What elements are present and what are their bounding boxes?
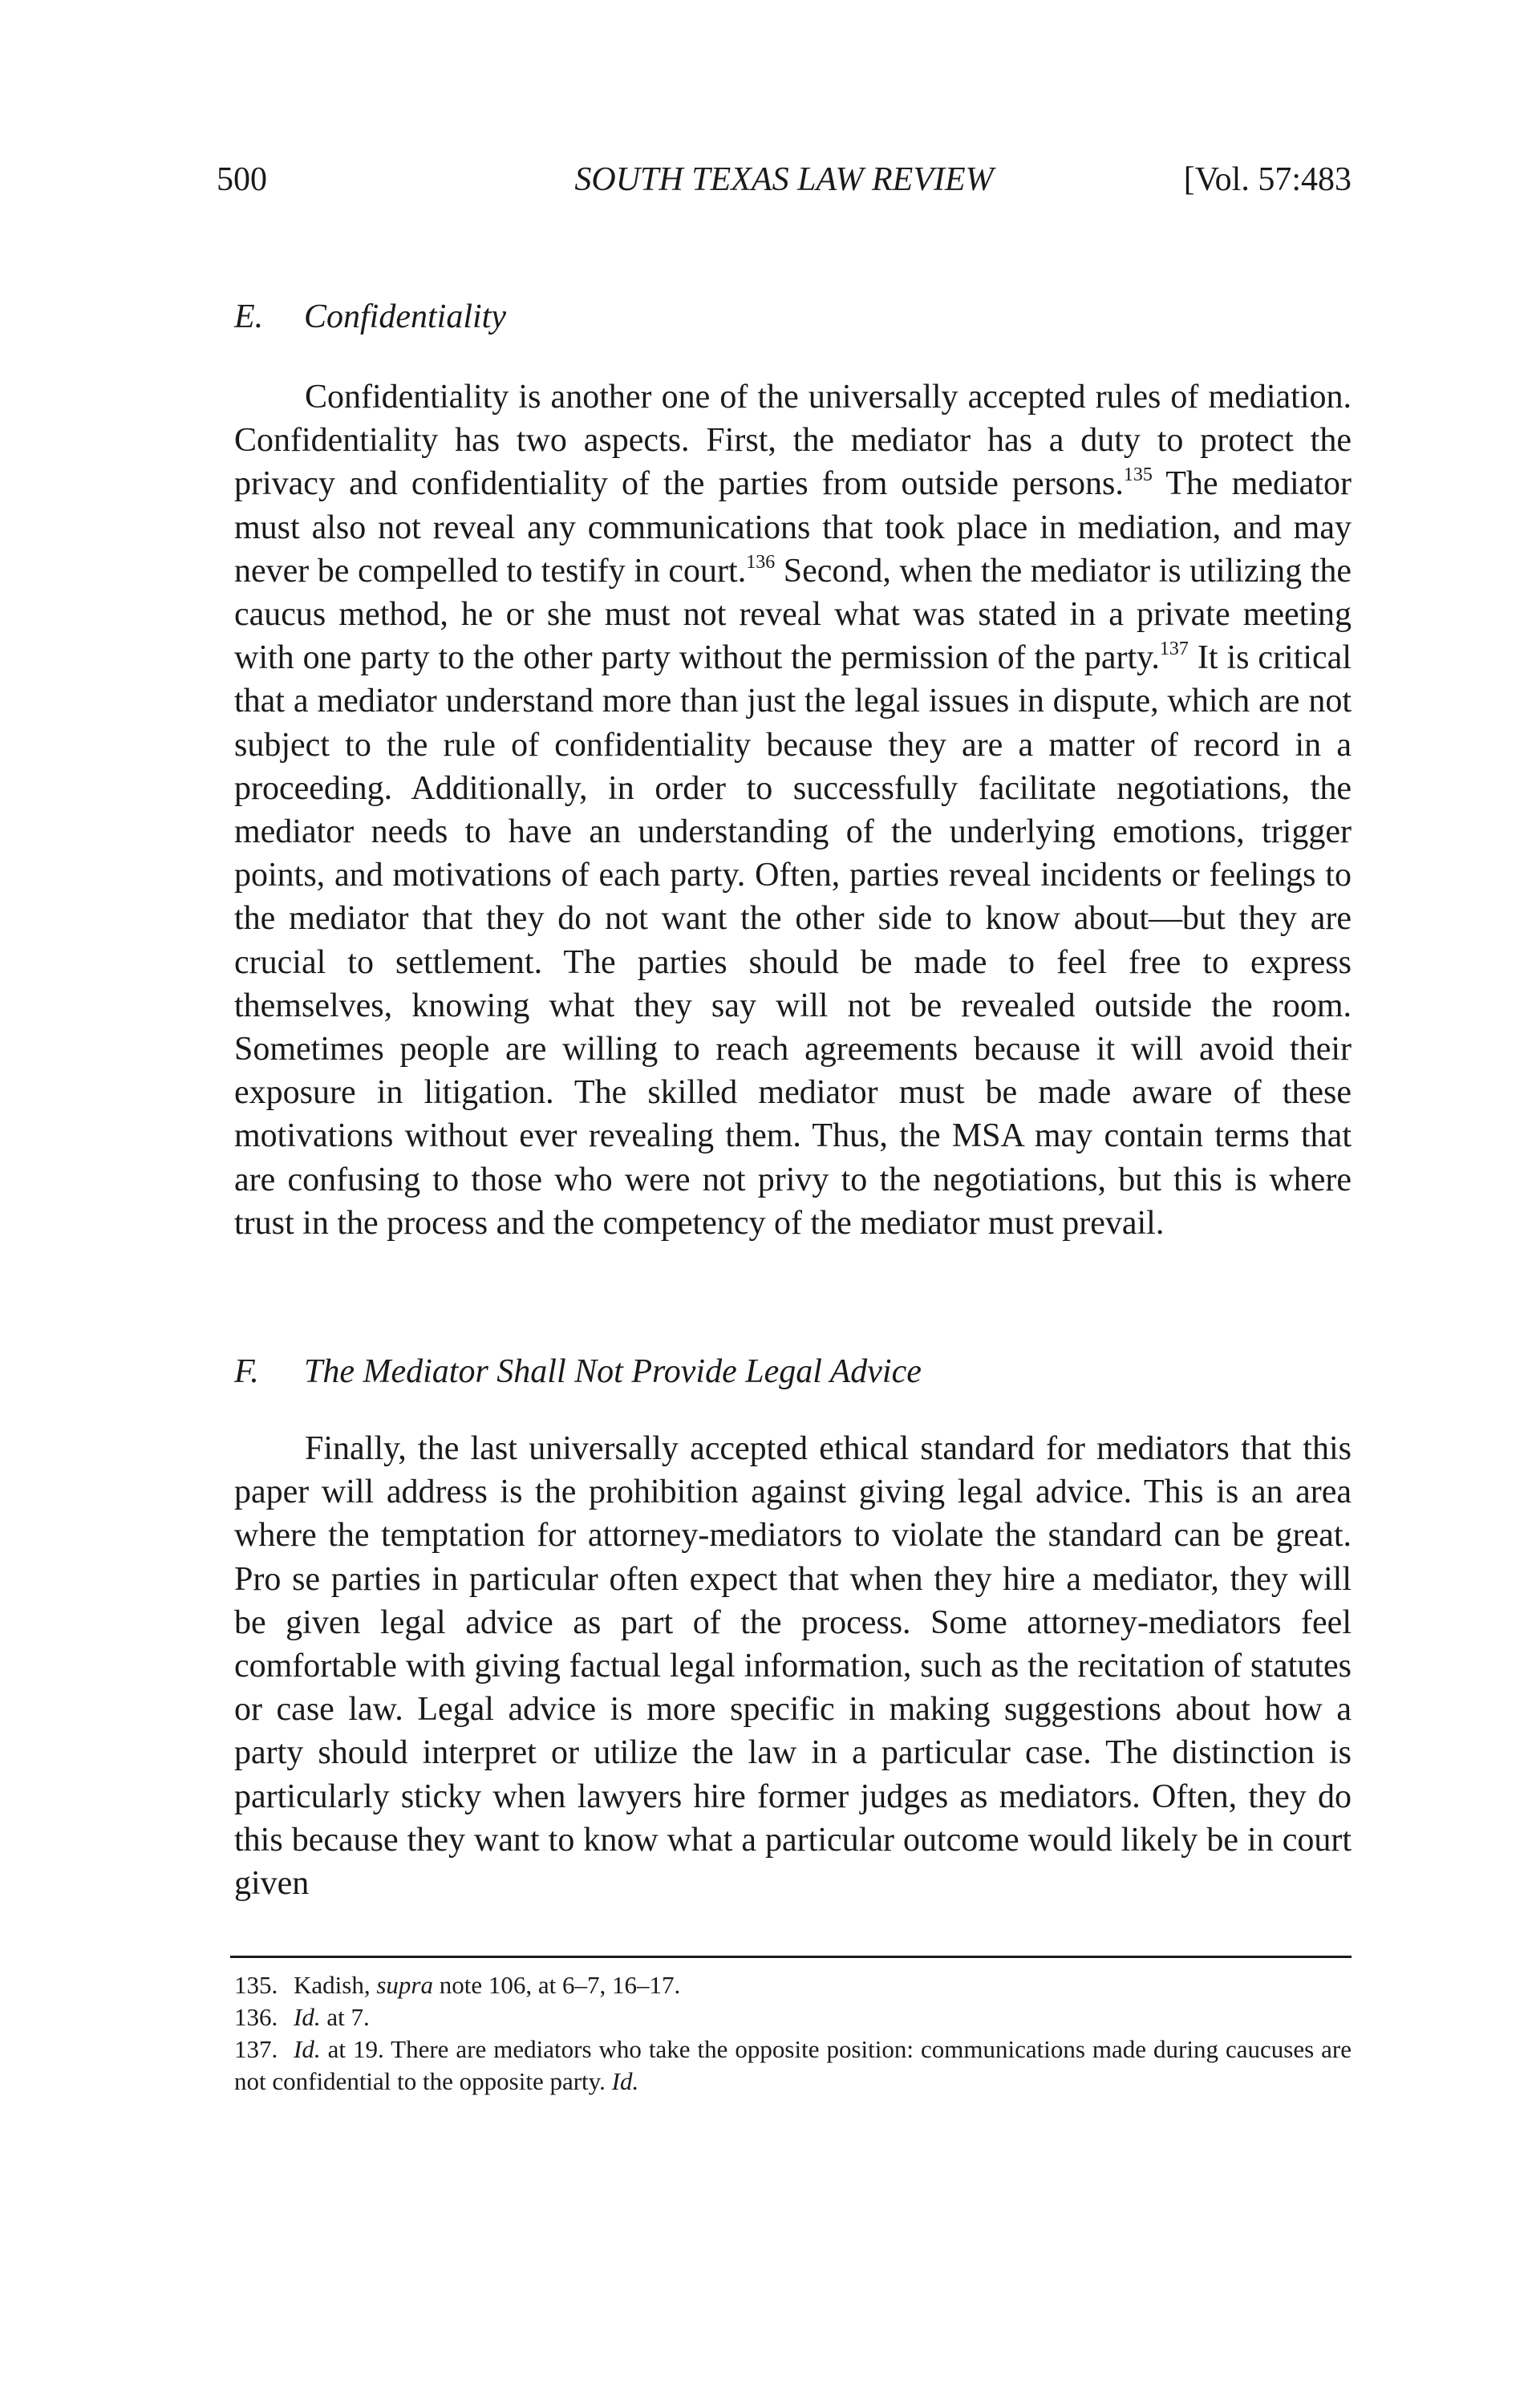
footnote-ref-135[interactable]: 135	[1123, 464, 1153, 486]
footnotes	[234, 1969, 1352, 2098]
italic-run: Id.	[611, 2067, 639, 2095]
text-run: Kadish,	[294, 1971, 377, 1999]
section-f-heading	[234, 1350, 1352, 1398]
footnote-number: 137.	[234, 2035, 278, 2063]
page-number: 500	[217, 161, 267, 198]
text-run: at 7.	[320, 2003, 370, 2031]
footnote-135	[234, 1969, 1352, 2001]
section-e-heading	[234, 295, 1352, 343]
text-run: The mediator must also not reveal any communications that took place in mediation, and may never be compelled to testify in court.	[234, 465, 1352, 590]
section-e-paragraph	[234, 375, 1352, 1245]
text-run: at 19. There are mediators who take the opposite position: communications made during caucuses are not confidential to the opposite party.	[234, 2035, 1352, 2095]
italic-run: supra	[376, 1971, 433, 1999]
section-f-paragraph: Finally, the last universally accepted ethical standard for mediators that this paper will address is the prohibition against giving legal advice. This is an area where the temptation for attorney-mediators to violate the standard can be great. Pro se parties in particular often expect that when they hire a mediator, they will be given legal advice as part of the process. Some attorney-mediators feel comfortable with giving factual legal information, such as the recitation of statutes or case law. Legal advice is more specific in making suggestions about how a party should interpret or utilize the law in a particular case. The distinction is particularly sticky when lawyers hire former judges as mediators. Often, they do this because they want to know what a particular outcome would likely be in court given	[234, 1430, 1352, 1903]
section-f-letter: F.	[234, 1353, 259, 1390]
footnote-137	[234, 2033, 1352, 2098]
text-run: Confidentiality is another one of the universally accepted rules of mediation. Confidentiality has two aspects. First, the mediator has a duty to protect the privacy and confidentiality of the parties from outside persons.	[234, 379, 1352, 503]
footnote-136	[234, 2001, 1352, 2033]
volume-citation: [Vol. 57:483	[1183, 161, 1352, 198]
footnote-divider	[230, 1956, 1352, 1958]
footnote-number: 135.	[234, 1971, 278, 1999]
text-run: Second, when the mediator is utilizing the caucus method, he or she must not reveal what was stated in a private meeting with one party to the other party without the permission of the party.	[234, 552, 1352, 677]
italic-run: Id.	[294, 2003, 321, 2031]
journal-title: SOUTH TEXAS LAW REVIEW	[574, 161, 994, 198]
section-e-title: Confidentiality	[304, 298, 506, 335]
section-f-title: The Mediator Shall Not Provide Legal Advice	[304, 1353, 922, 1390]
section-e	[234, 295, 1352, 1245]
footnote-number: 136.	[234, 2003, 278, 2031]
running-header	[217, 160, 1352, 209]
text-run: It is critical that a mediator understand more than just the legal issues in dispute, which are not subject to the rule of confidentiality because they are a matter of record in a proceeding. Additionally, in order to successfully facilitate negotiations, the mediator needs to have an understanding of the underlying emotions, trigger points, and motivations of each party. Often, parties reveal incidents or feelings to the mediator that they do not want the other side to know about—but they are crucial to settlement. The parties should be made to feel free to express themselves, knowing what they say will not be revealed outside the room. Sometimes people are willing to reach agreements because it will avoid their exposure in litigation. The skilled mediator must be made aware of these motivations without ever revealing them. Thus, the MSA may contain terms that are confusing to those who were not privy to the negotiations, but this is where trust in the process and the competency of the mediator must prevail.	[234, 639, 1352, 1242]
section-f	[234, 1350, 1352, 1905]
footnote-ref-136[interactable]: 136	[746, 551, 776, 573]
section-e-letter: E.	[234, 298, 264, 335]
italic-run: Id.	[294, 2035, 321, 2063]
footnote-ref-137[interactable]: 137	[1159, 639, 1189, 660]
text-run: note 106, at 6–7, 16–17.	[432, 1971, 681, 1999]
